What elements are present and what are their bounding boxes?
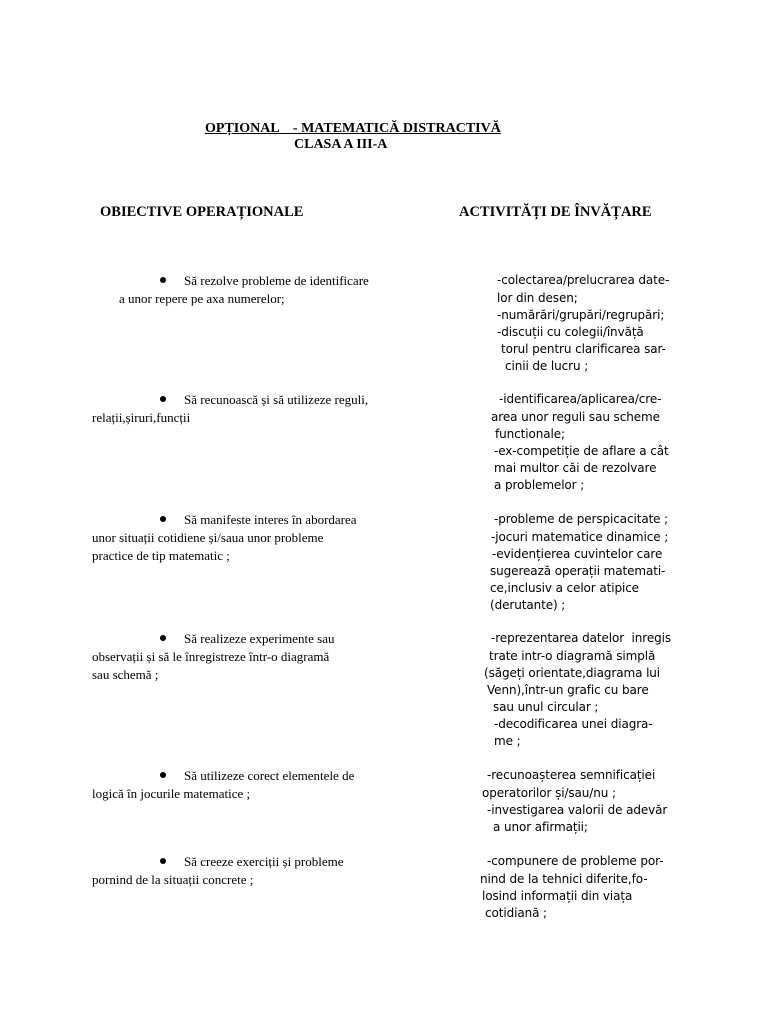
objective-text: Să rezolve probleme de identificare (184, 273, 369, 288)
activity-line: lor din desen; (497, 291, 578, 305)
activity-line: -jocuri matematice dinamice ; (491, 530, 669, 544)
activity-line: -evidențierea cuvintelor care (492, 547, 663, 561)
activity-line: cinii de lucru ; (505, 359, 589, 373)
document-title: OPȚIONAL - MATEMATICĂ DISTRACTIVĂ (205, 121, 501, 136)
activity-line: cotidiană ; (485, 906, 547, 920)
objective-text: Să recunoască și să utilizeze reguli, (184, 392, 369, 407)
activity-line: ce,inclusiv a celor atipice (490, 581, 639, 595)
activity-line: (săgeți orientate,diagrama lui (484, 666, 661, 680)
objective-text: Să realizeze experimente sau (184, 631, 335, 646)
activity-line: functionale; (495, 427, 565, 441)
objective-text: unor situații cotidiene și/saua unor probleme (92, 530, 324, 545)
bullet-icon (160, 635, 166, 641)
activity-line: torul pentru clarificarea sar- (501, 342, 666, 356)
activity-line: a unor afirmații; (493, 820, 588, 834)
activity-line: Venn),într-un grafic cu bare (487, 683, 649, 697)
activity-line: area unor reguli sau scheme (491, 410, 660, 424)
objective-text: logică în jocurile matematice ; (92, 786, 251, 801)
document-subtitle: CLASA A III-A (294, 137, 388, 152)
activity-line: -discuții cu colegii/învăță (497, 325, 644, 339)
bullet-icon (160, 772, 166, 778)
activity-line: sugerează operații matemati- (490, 564, 666, 578)
activity-line: -numărări/grupări/regrupări; (497, 308, 665, 322)
activities-heading: ACTIVITĂȚI DE ÎNVĂȚARE (459, 204, 652, 220)
activity-line: -identificarea/aplicarea/cre- (499, 392, 662, 406)
bullet-icon (160, 277, 166, 283)
bullet-icon (160, 858, 166, 864)
activity-line: trate intr-o diagramă simplă (489, 649, 656, 663)
activity-line: -decodificarea unei diagra- (494, 717, 653, 731)
activity-line: mai multor căi de rezolvare (494, 461, 657, 475)
objective-text: pornind de la situații concrete ; (92, 872, 254, 887)
objective-text: relații,șiruri,funcții (92, 410, 191, 425)
activity-line: a problemelor ; (494, 478, 585, 492)
objectives-heading: OBIECTIVE OPERAȚIONALE (100, 204, 304, 220)
activity-line: operatorilor și/sau/nu ; (482, 786, 616, 800)
objective-text: Să manifeste interes în abordarea (184, 512, 357, 527)
activity-line: nind de la tehnici diferite,fo- (480, 872, 648, 886)
activity-line: -colectarea/prelucrarea date- (497, 273, 670, 287)
objective-text: Să creeze exerciții și probleme (184, 854, 344, 869)
activity-line: me ; (494, 734, 521, 748)
activity-line: losind informații din viața (482, 889, 633, 903)
activity-line: -ex-competiție de aflare a cât (494, 444, 669, 458)
activity-line: sau unul circular ; (493, 700, 599, 714)
objective-text: observații și să le înregistreze într-o diagramă (92, 649, 330, 664)
objective-text: practice de tip matematic ; (92, 548, 230, 563)
objective-text: sau schemă ; (92, 667, 159, 682)
objective-text: a unor repere pe axa numerelor; (119, 291, 285, 306)
activity-line: -compunere de probleme por- (487, 854, 664, 868)
activity-line: -reprezentarea datelor inregis (491, 631, 672, 645)
bullet-icon (160, 516, 166, 522)
activity-line: -recunoașterea semnificației (487, 768, 656, 782)
activity-line: -probleme de perspicacitate ; (494, 512, 669, 526)
bullet-icon (160, 396, 166, 402)
objective-text: Să utilizeze corect elementele de (184, 768, 355, 783)
activity-line: -investigarea valorii de adevăr (487, 803, 668, 817)
activity-line: (derutante) ; (490, 598, 566, 612)
